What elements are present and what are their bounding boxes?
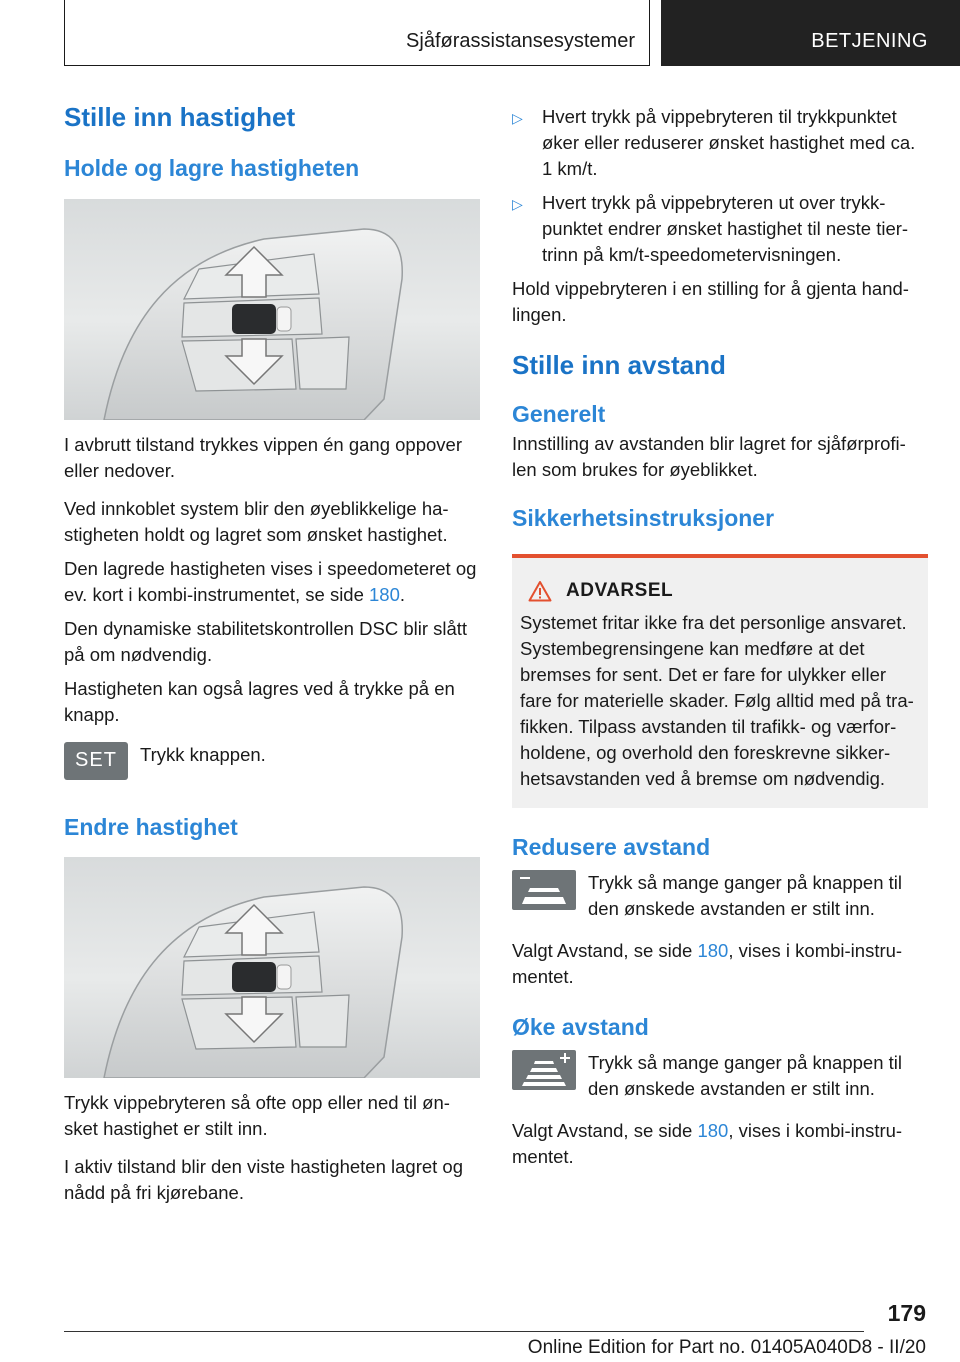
increase-distance-row (512, 1050, 928, 1102)
paragraph-press-rocker: Trykk vippebryteren så ofte opp eller ned til øn-sket hastighet er stilt inn. (64, 1092, 450, 1140)
page-link-180[interactable]: 180 (369, 583, 400, 605)
set-key-instruction: Trykk knappen. (140, 743, 266, 765)
text-reduce-ref: Valgt Avstand, se side (512, 939, 698, 961)
heading-set-speed: Stille inn hastighet (64, 102, 296, 132)
heading-increase-distance: Øke avstand (512, 1013, 649, 1040)
text-increase-ref: Valgt Avstand, se side (512, 1119, 698, 1141)
paragraph-interrupted: I avbrutt tilstand trykkes vippen én gang oppover eller nedover. (64, 433, 462, 481)
heading-hold-speed: Holde og lagre hastigheten (64, 155, 360, 182)
warning-text: Systemet fritar ikke fra det personlige ansvaret. Systembegrensingene kan medføre at det bremses for sent. Det er fare for ulykker eller fare for materielle skader. Følg alltid med på tra-fikken. Tilpass avstanden til trafikk- og værfor-holdene, og overhold den foreskrevne sikker-hetsavstanden ved å bremse om nødvendig. (520, 612, 914, 790)
footer-divider (64, 1331, 864, 1332)
paragraph-hold-rocker: Hold vippebryteren i en stilling for å gjenta hand-lingen. (512, 278, 909, 325)
heading-general: Generelt (512, 401, 606, 428)
bullet-triangle-icon: ▷ (512, 196, 523, 212)
set-key-icon (64, 742, 128, 780)
steering-wheel-switch-icon (64, 199, 480, 420)
heading-reduce-distance: Redusere avstand (512, 834, 711, 861)
bullet-triangle-icon: ▷ (512, 110, 523, 126)
paragraph-button-store: Hastigheten kan også lagres ved å trykke på en knapp. (64, 677, 455, 725)
warning-title (528, 580, 920, 602)
paragraph-active-state: I aktiv tilstand blir den viste hastigheten lagret og nådd på fri kjørebane. (64, 1156, 464, 1204)
paragraph-stored-speed (64, 556, 480, 608)
header-section-box (64, 0, 650, 66)
set-button-row (64, 742, 480, 780)
increase-distance-instruction: Trykk så mange ganger på knappen til den ønskede avstanden er stilt inn. (588, 1051, 902, 1099)
text-period: . (399, 583, 406, 605)
paragraph-engaged: Ved innkoblet system blir den øyeblikkelige ha-stigheten holdt og lagret som ønsket hastighet. (64, 497, 449, 545)
distance-reduce-icon (512, 870, 576, 910)
warning-box (512, 554, 928, 808)
steering-wheel-switch-icon (64, 857, 480, 1078)
reduce-distance-instruction: Trykk så mange ganger på knappen til den ønskede avstanden er stilt inn. (588, 871, 902, 919)
header-section-title: Sjåførassistansesystemer (406, 30, 635, 52)
text-reduce-ref-post: , vises i kombi-instru-mentet. (512, 939, 903, 987)
heading-safety: Sikkerhetsinstruksjoner (512, 504, 775, 531)
heading-change-speed: Endre hastighet (64, 813, 238, 840)
steering-wheel-photo-2 (64, 857, 480, 1078)
page-header (0, 0, 960, 66)
paragraph-general: Innstilling av avstanden blir lagret for sjåførprofi-len som brukes for øyeblikket. (512, 432, 906, 480)
page-link-180[interactable]: 180 (697, 1119, 729, 1141)
bullet-item-1 (512, 104, 928, 182)
warning-title-text: ADVARSEL (566, 580, 674, 602)
set-key-label: SET (75, 749, 117, 772)
paragraph-reduce-ref (512, 938, 928, 990)
page-link-180[interactable]: 180 (697, 939, 729, 961)
heading-set-distance: Stille inn avstand (512, 350, 726, 380)
text-increase-ref-post: , vises i kombi-instru-mentet. (512, 1119, 903, 1167)
footer-edition: Online Edition for Part no. 01405A040D8 - II/20 (527, 1337, 926, 1358)
distance-increase-icon (512, 1050, 576, 1090)
paragraph-dsc: Den dynamiske stabilitetskontrollen DSC blir slått på om nødvendig. (64, 617, 468, 665)
header-chapter-title: BETJENING (811, 30, 928, 52)
right-column (512, 100, 928, 1170)
warning-triangle-icon (528, 580, 552, 602)
distance-reduce-glyph (512, 870, 576, 910)
left-column (64, 100, 480, 1206)
header-chapter-box (661, 0, 960, 66)
distance-increase-glyph (512, 1050, 576, 1090)
bullet-item-2 (512, 190, 928, 268)
steering-wheel-photo-1 (64, 199, 480, 420)
bullet-text-1: Hvert trykk på vippebryteren til trykkpunktet øker eller reduserer ønsket hastighet med ca. 1 km/t. (542, 106, 916, 179)
page-number: 179 (887, 1300, 926, 1326)
paragraph-increase-ref (512, 1118, 928, 1170)
bullet-text-2: Hvert trykk på vippebryteren ut over trykk-punktet endrer ønsket hastighet til neste tier-trinn på km/t-speedometervisningen. (542, 192, 909, 265)
reduce-distance-row (512, 870, 928, 922)
text-stored-speed: Den lagrede hastigheten vises i speedometeret og ev. kort i kombi-instrumentet, se side (64, 557, 477, 605)
